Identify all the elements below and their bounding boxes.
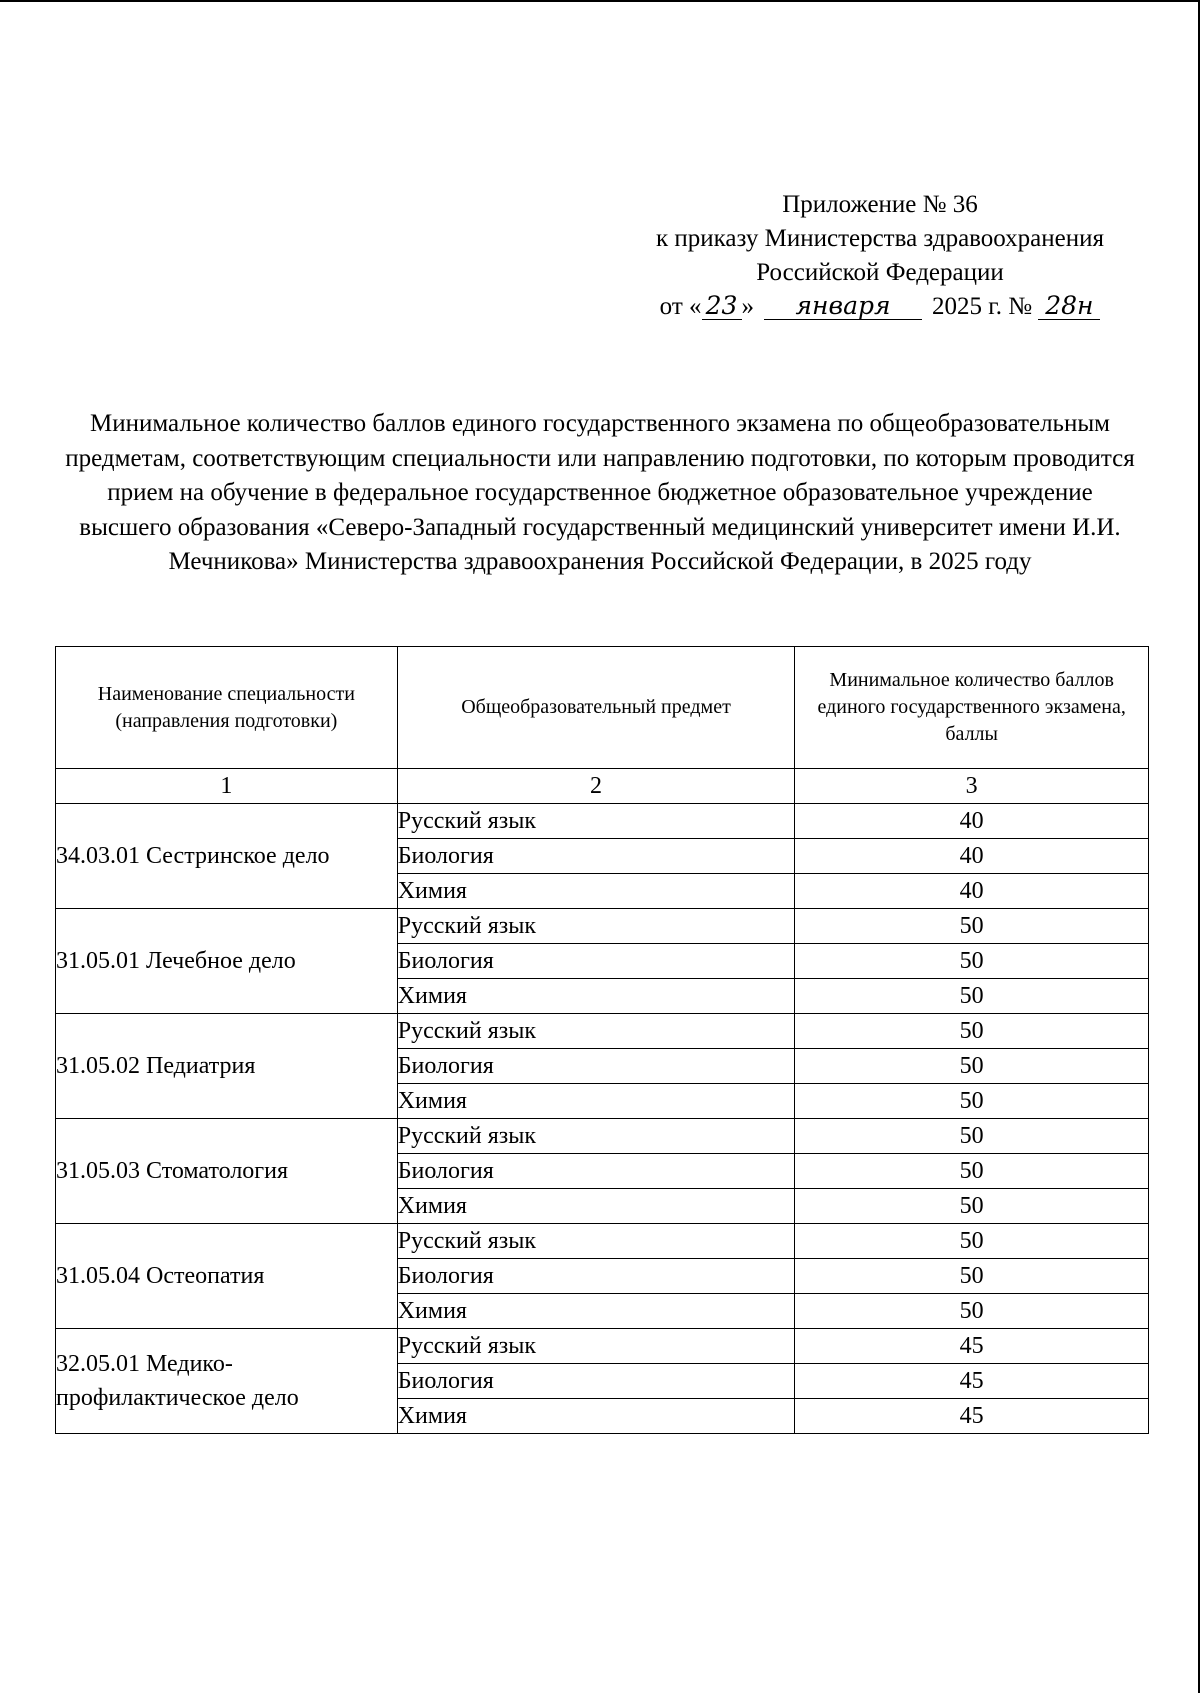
date-year: 2025 г. №	[932, 293, 1033, 320]
date-mid: »	[741, 293, 755, 320]
subject-cell: Биология	[397, 1364, 795, 1399]
table-row	[56, 804, 1149, 839]
column-number: 3	[795, 769, 1149, 804]
score-cell: 50	[795, 944, 1149, 979]
subject-cell: Биология	[397, 839, 795, 874]
specialty-cell: 31.05.02 Педиатрия	[56, 1014, 398, 1119]
subject-cell: Русский язык	[397, 1329, 795, 1364]
subject-cell: Химия	[397, 1084, 795, 1119]
score-cell: 50	[795, 1154, 1149, 1189]
score-cell: 40	[795, 839, 1149, 874]
subject-cell: Русский язык	[397, 804, 795, 839]
column-number: 1	[56, 769, 398, 804]
subject-cell: Биология	[397, 1259, 795, 1294]
subject-cell: Химия	[397, 874, 795, 909]
handwritten-month: января	[764, 293, 922, 320]
specialty-cell: 31.05.04 Остеопатия	[56, 1224, 398, 1329]
table-row	[56, 1329, 1149, 1364]
appendix-header	[600, 188, 1160, 324]
table-row	[56, 1014, 1149, 1049]
subject-cell: Русский язык	[397, 1014, 795, 1049]
column-number-row	[56, 769, 1149, 804]
appendix-number: Приложение № 36	[782, 191, 978, 218]
specialty-cell: 31.05.01 Лечебное дело	[56, 909, 398, 1014]
subject-cell: Химия	[397, 1399, 795, 1434]
score-cell: 40	[795, 804, 1149, 839]
column-header-specialty: Наименование специальности (направления подготовки)	[56, 647, 398, 769]
subject-cell: Биология	[397, 944, 795, 979]
specialty-cell: 31.05.03 Стоматология	[56, 1119, 398, 1224]
table-row	[56, 1119, 1149, 1154]
scan-edge-top	[0, 0, 1200, 2]
score-cell: 50	[795, 1084, 1149, 1119]
date-prefix: от «	[659, 293, 702, 320]
table-row	[56, 1224, 1149, 1259]
document-title: Минимальное количество баллов единого государственного экзамена по общеобразовательным предметам, соответствующим специальности или направлению подготовки, по которым проводится прием на обучение в федеральное государственное бюджетное образовательное учреждение высшего образования «Северо-Западный государственный медицинский университет имени И.И. Мечникова» Министерства здравоохранения Российской Федерации, в 2025 году	[65, 410, 1135, 575]
score-cell: 40	[795, 874, 1149, 909]
appendix-ministry: Российской Федерации	[756, 259, 1004, 286]
subject-cell: Биология	[397, 1049, 795, 1084]
specialty-cell: 32.05.01 Медико-профилактическое дело	[56, 1329, 398, 1434]
column-header-score: Минимальное количество баллов единого государственного экзамена, баллы	[795, 647, 1149, 769]
column-header-subject: Общеобразовательный предмет	[397, 647, 795, 769]
score-cell: 50	[795, 1224, 1149, 1259]
subject-cell: Русский язык	[397, 909, 795, 944]
score-cell: 50	[795, 1259, 1149, 1294]
score-cell: 50	[795, 1049, 1149, 1084]
score-cell: 45	[795, 1364, 1149, 1399]
specialty-cell: 34.03.01 Сестринское дело	[56, 804, 398, 909]
scores-table	[55, 646, 1149, 1434]
score-cell: 50	[795, 1294, 1149, 1329]
handwritten-order-number: 28н	[1038, 293, 1100, 320]
subject-cell: Химия	[397, 1189, 795, 1224]
subject-cell: Биология	[397, 1154, 795, 1189]
score-cell: 50	[795, 1119, 1149, 1154]
column-number: 2	[397, 769, 795, 804]
score-cell: 45	[795, 1329, 1149, 1364]
subject-cell: Химия	[397, 979, 795, 1014]
score-cell: 45	[795, 1399, 1149, 1434]
appendix-order-ref: к приказу Министерства здравоохранения	[655, 225, 1105, 252]
handwritten-day: 23	[702, 293, 742, 320]
table-row	[56, 909, 1149, 944]
score-cell: 50	[795, 979, 1149, 1014]
score-cell: 50	[795, 909, 1149, 944]
order-date-line	[600, 290, 1160, 324]
score-cell: 50	[795, 1189, 1149, 1224]
subject-cell: Русский язык	[397, 1119, 795, 1154]
table-header-row	[56, 647, 1149, 769]
subject-cell: Русский язык	[397, 1224, 795, 1259]
subject-cell: Химия	[397, 1294, 795, 1329]
score-cell: 50	[795, 1014, 1149, 1049]
